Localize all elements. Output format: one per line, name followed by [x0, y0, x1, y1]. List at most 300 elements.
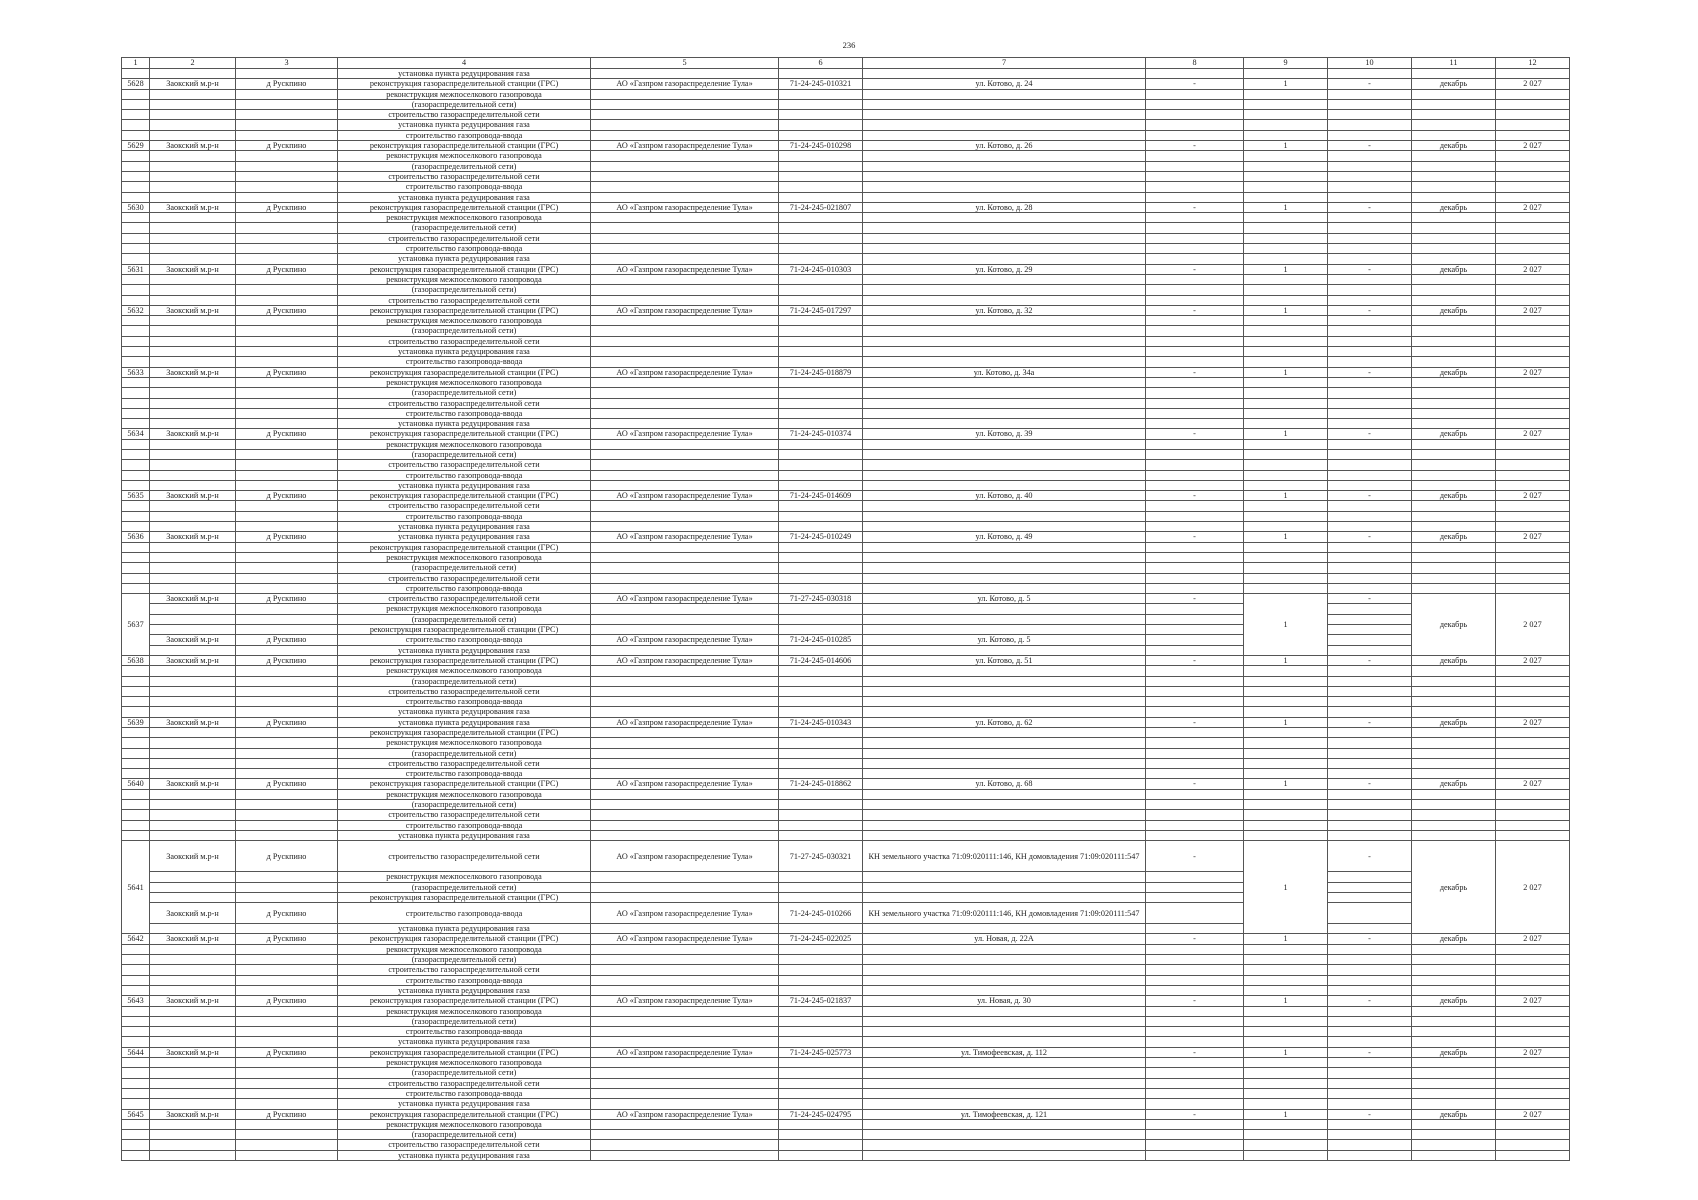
empty-cell: [1146, 810, 1244, 820]
village-cell: д Рускпино: [236, 594, 338, 604]
empty-cell: [122, 830, 150, 840]
empty-cell: [1244, 810, 1328, 820]
empty-cell: [1244, 347, 1328, 357]
empty-cell: [1328, 1016, 1412, 1026]
empty-cell: [1496, 460, 1570, 470]
empty-cell: [236, 69, 338, 79]
empty-cell: [1496, 985, 1570, 995]
work-cell: реконструкция межпоселкового газопровода: [338, 274, 591, 284]
object-row: [122, 841, 1570, 872]
empty-cell: [1244, 357, 1328, 367]
empty-cell: [591, 1027, 779, 1037]
empty-cell: [779, 213, 863, 223]
empty-cell: [1412, 955, 1496, 965]
empty-cell: [1146, 89, 1244, 99]
empty-cell: [236, 563, 338, 573]
address-cell: ул. Котово, д. 39: [863, 429, 1146, 439]
work-row: [122, 357, 1570, 367]
empty-cell: [122, 985, 150, 995]
work-row: [122, 542, 1570, 552]
empty-cell: [236, 965, 338, 975]
empty-cell: [1496, 274, 1570, 284]
empty-cell: [591, 439, 779, 449]
empty-cell: [1328, 285, 1412, 295]
empty-cell: [1412, 501, 1496, 511]
district-cell: Заокский м.р-н: [150, 717, 236, 727]
month-cell: декабрь: [1412, 79, 1496, 89]
empty-cell: [1244, 1078, 1328, 1088]
work-cell: строительство газопровода-ввода: [338, 511, 591, 521]
column-number: 6: [779, 58, 863, 69]
empty-cell: [779, 1099, 863, 1109]
empty-cell: [1328, 1068, 1412, 1078]
empty-cell: [150, 1088, 236, 1098]
object-number: 5630: [122, 202, 150, 212]
address-cell: ул. Котово, д. 26: [863, 141, 1146, 151]
empty-cell: [236, 223, 338, 233]
empty-cell: [779, 480, 863, 490]
district-cell: Заокский м.р-н: [150, 594, 236, 604]
empty-cell: [779, 244, 863, 254]
empty-cell: [863, 810, 1146, 820]
work-cell: реконструкция межпоселкового газопровода: [338, 944, 591, 954]
empty-cell: [1412, 213, 1496, 223]
empty-cell: [1328, 110, 1412, 120]
empty-cell: [1496, 161, 1570, 171]
work-cell: реконструкция межпоселкового газопровода: [338, 872, 591, 882]
empty-cell: [1412, 388, 1496, 398]
empty-cell: [591, 213, 779, 223]
empty-cell: [591, 171, 779, 181]
organization-cell: АО «Газпром газораспределение Тула»: [591, 429, 779, 439]
count-cell: 1: [1244, 655, 1328, 665]
empty-cell: [591, 1119, 779, 1129]
empty-cell: [150, 748, 236, 758]
empty-cell: [122, 295, 150, 305]
work-cell: (газораспределительной сети): [338, 326, 591, 336]
empty-cell: [236, 1140, 338, 1150]
empty-cell: [150, 326, 236, 336]
village-cell: д Рускпино: [236, 141, 338, 151]
empty-cell: [591, 810, 779, 820]
count-cell: 1: [1244, 1109, 1328, 1119]
empty-cell: [1496, 1150, 1570, 1160]
month-cell: декабрь: [1412, 779, 1496, 789]
work-cell: строительство газораспределительной сети: [338, 295, 591, 305]
empty-cell: [1146, 563, 1244, 573]
empty-cell: [863, 1016, 1146, 1026]
empty-cell: [1146, 1119, 1244, 1129]
empty-cell: [863, 1078, 1146, 1088]
empty-cell: [1146, 161, 1244, 171]
empty-cell: [1412, 233, 1496, 243]
empty-cell: [122, 1027, 150, 1037]
work-cell: реконструкция газораспределительной станции (ГРС): [338, 625, 591, 635]
month-cell: декабрь: [1412, 491, 1496, 501]
empty-cell: [779, 511, 863, 521]
empty-cell: [150, 182, 236, 192]
empty-cell: [1412, 552, 1496, 562]
work-row: [122, 1037, 1570, 1047]
empty-cell: [1244, 99, 1328, 109]
district-cell: Заокский м.р-н: [150, 655, 236, 665]
empty-cell: [863, 604, 1146, 614]
empty-cell: [591, 820, 779, 830]
work-cell: реконструкция межпоселкового газопровода: [338, 789, 591, 799]
empty-cell: [1328, 1058, 1412, 1068]
address-cell: ул. Котово, д. 68: [863, 779, 1146, 789]
empty-cell: [1496, 480, 1570, 490]
empty-cell: [122, 347, 150, 357]
work-cell: установка пункта редуцирования газа: [338, 522, 591, 532]
empty-cell: [779, 161, 863, 171]
organization-cell: АО «Газпром газораспределение Тула»: [591, 1109, 779, 1119]
empty-cell: [863, 563, 1146, 573]
empty-cell: [1412, 326, 1496, 336]
empty-cell: [863, 501, 1146, 511]
empty-cell: [122, 419, 150, 429]
work-cell: реконструкция межпоселкового газопровода: [338, 604, 591, 614]
empty-cell: [236, 449, 338, 459]
organization-cell: АО «Газпром газораспределение Тула»: [591, 367, 779, 377]
empty-cell: [1412, 274, 1496, 284]
object-row: [122, 934, 1570, 944]
work-cell: (газораспределительной сети): [338, 1130, 591, 1140]
empty-cell: [863, 789, 1146, 799]
empty-cell: [1146, 1088, 1244, 1098]
empty-cell: [1412, 1119, 1496, 1129]
empty-cell: [150, 820, 236, 830]
empty-cell: [1496, 1088, 1570, 1098]
empty-cell: [863, 1130, 1146, 1140]
empty-cell: [863, 666, 1146, 676]
empty-cell: [1244, 1130, 1328, 1140]
empty-cell: [1146, 439, 1244, 449]
empty-cell: [1412, 480, 1496, 490]
empty-cell: [1244, 316, 1328, 326]
object-number: 5645: [122, 1109, 150, 1119]
empty-cell: [591, 800, 779, 810]
work-cell: строительство газопровода-ввода: [338, 470, 591, 480]
code-cell: 71-24-245-021837: [779, 996, 863, 1006]
empty-cell: [863, 1119, 1146, 1129]
empty-cell: [236, 1037, 338, 1047]
empty-cell: [1328, 573, 1412, 583]
empty-cell: [1412, 985, 1496, 995]
work-cell: установка пункта редуцирования газа: [338, 254, 591, 264]
empty-cell: [1328, 233, 1412, 243]
organization-cell: АО «Газпром газораспределение Тула»: [591, 934, 779, 944]
empty-cell: [1412, 738, 1496, 748]
work-row: [122, 820, 1570, 830]
empty-cell: [236, 1058, 338, 1068]
empty-cell: [236, 604, 338, 614]
empty-cell: [591, 130, 779, 140]
empty-cell: [1146, 1037, 1244, 1047]
work-cell: установка пункта редуцирования газа: [338, 1037, 591, 1047]
empty-cell: [591, 347, 779, 357]
empty-cell: [1244, 244, 1328, 254]
empty-cell: [1146, 99, 1244, 109]
empty-cell: [863, 419, 1146, 429]
empty-cell: [1328, 903, 1412, 924]
dash-cell: -: [1328, 491, 1412, 501]
empty-cell: [1146, 738, 1244, 748]
empty-cell: [1244, 326, 1328, 336]
empty-cell: [863, 69, 1146, 79]
empty-cell: [1146, 244, 1244, 254]
sub-object-row: [122, 635, 1570, 645]
work-cell: установка пункта редуцирования газа: [338, 69, 591, 79]
work-cell: (газораспределительной сети): [338, 748, 591, 758]
work-row: [122, 223, 1570, 233]
empty-cell: [122, 511, 150, 521]
empty-cell: [779, 1088, 863, 1098]
empty-cell: [150, 769, 236, 779]
empty-cell: [236, 1027, 338, 1037]
empty-cell: [236, 326, 338, 336]
work-row: [122, 336, 1570, 346]
empty-cell: [122, 439, 150, 449]
empty-cell: [863, 800, 1146, 810]
empty-cell: [1328, 1088, 1412, 1098]
village-cell: д Рускпино: [236, 305, 338, 315]
work-row: [122, 810, 1570, 820]
work-row: [122, 573, 1570, 583]
empty-cell: [591, 748, 779, 758]
empty-cell: [1244, 542, 1328, 552]
village-cell: д Рускпино: [236, 717, 338, 727]
empty-cell: [1244, 769, 1328, 779]
empty-cell: [1496, 522, 1570, 532]
empty-cell: [863, 820, 1146, 830]
empty-cell: [150, 501, 236, 511]
empty-cell: [779, 295, 863, 305]
empty-cell: [1496, 1068, 1570, 1078]
work-row: [122, 274, 1570, 284]
district-cell: Заокский м.р-н: [150, 934, 236, 944]
empty-cell: [591, 892, 779, 902]
empty-cell: [779, 944, 863, 954]
empty-cell: [863, 965, 1146, 975]
empty-cell: [1412, 728, 1496, 738]
empty-cell: [863, 480, 1146, 490]
empty-cell: [236, 1016, 338, 1026]
empty-cell: [1496, 439, 1570, 449]
empty-cell: [1496, 573, 1570, 583]
organization-cell: АО «Газпром газораспределение Тула»: [591, 532, 779, 542]
empty-cell: [150, 707, 236, 717]
empty-cell: [236, 347, 338, 357]
empty-cell: [236, 357, 338, 367]
organization-cell: АО «Газпром газораспределение Тула»: [591, 79, 779, 89]
dash-cell: -: [1328, 1047, 1412, 1057]
empty-cell: [1244, 573, 1328, 583]
empty-cell: [779, 1068, 863, 1078]
empty-cell: [863, 233, 1146, 243]
empty-cell: [1496, 1130, 1570, 1140]
empty-cell: [122, 377, 150, 387]
work-row: [122, 1130, 1570, 1140]
organization-cell: АО «Газпром газораспределение Тула»: [591, 1047, 779, 1057]
empty-cell: [1244, 460, 1328, 470]
work-cell: строительство газораспределительной сети: [338, 398, 591, 408]
empty-cell: [1146, 924, 1244, 934]
empty-cell: [1328, 552, 1412, 562]
empty-cell: [1328, 800, 1412, 810]
empty-cell: [591, 511, 779, 521]
empty-cell: [1328, 151, 1412, 161]
empty-cell: [1496, 820, 1570, 830]
district-cell: Заокский м.р-н: [150, 779, 236, 789]
empty-cell: [1146, 316, 1244, 326]
empty-cell: [779, 882, 863, 892]
empty-cell: [1244, 800, 1328, 810]
empty-cell: [1328, 347, 1412, 357]
empty-cell: [122, 244, 150, 254]
empty-cell: [1412, 161, 1496, 171]
work-row: [122, 686, 1570, 696]
object-row: [122, 717, 1570, 727]
empty-cell: [1412, 439, 1496, 449]
empty-cell: [236, 439, 338, 449]
work-cell: реконструкция межпоселкового газопровода: [338, 552, 591, 562]
empty-cell: [779, 872, 863, 882]
empty-cell: [150, 830, 236, 840]
code-cell: 71-24-245-010285: [779, 635, 863, 645]
empty-cell: [779, 985, 863, 995]
empty-cell: [591, 501, 779, 511]
empty-cell: [1328, 728, 1412, 738]
work-row: [122, 233, 1570, 243]
empty-cell: [1328, 244, 1412, 254]
work-row: [122, 872, 1570, 882]
count-cell: 1: [1244, 841, 1328, 934]
empty-cell: [779, 398, 863, 408]
empty-cell: [122, 552, 150, 562]
empty-cell: [591, 686, 779, 696]
empty-cell: [591, 89, 779, 99]
empty-cell: [863, 944, 1146, 954]
work-cell: реконструкция газораспределительной станции (ГРС): [338, 491, 591, 501]
empty-cell: [779, 408, 863, 418]
empty-cell: [1146, 130, 1244, 140]
empty-cell: [122, 522, 150, 532]
village-cell: д Рускпино: [236, 532, 338, 542]
empty-cell: [1328, 985, 1412, 995]
object-number: 5634: [122, 429, 150, 439]
month-cell: декабрь: [1412, 264, 1496, 274]
object-number: 5635: [122, 491, 150, 501]
work-cell: строительство газораспределительной сети: [338, 1078, 591, 1088]
work-row: [122, 800, 1570, 810]
empty-cell: [779, 758, 863, 768]
empty-cell: [236, 388, 338, 398]
empty-cell: [1328, 707, 1412, 717]
empty-cell: [150, 511, 236, 521]
empty-cell: [150, 892, 236, 902]
empty-cell: [1146, 233, 1244, 243]
work-row: [122, 408, 1570, 418]
empty-cell: [863, 161, 1146, 171]
empty-cell: [1328, 316, 1412, 326]
empty-cell: [863, 975, 1146, 985]
empty-cell: [863, 955, 1146, 965]
empty-cell: [779, 1058, 863, 1068]
year-cell: 2 027: [1496, 429, 1570, 439]
empty-cell: [236, 892, 338, 902]
empty-cell: [236, 130, 338, 140]
work-row: [122, 666, 1570, 676]
empty-cell: [1328, 182, 1412, 192]
dash-cell: -: [1146, 202, 1244, 212]
empty-cell: [1244, 552, 1328, 562]
empty-cell: [1496, 182, 1570, 192]
empty-cell: [1328, 1140, 1412, 1150]
empty-cell: [591, 398, 779, 408]
code-cell: 71-24-245-017297: [779, 305, 863, 315]
work-row: [122, 975, 1570, 985]
dash-cell: -: [1328, 594, 1412, 604]
village-cell: д Рускпино: [236, 635, 338, 645]
month-cell: декабрь: [1412, 996, 1496, 1006]
work-row: [122, 439, 1570, 449]
empty-cell: [1146, 1027, 1244, 1037]
empty-cell: [1244, 69, 1328, 79]
empty-cell: [1244, 1058, 1328, 1068]
empty-cell: [779, 604, 863, 614]
empty-cell: [1412, 1027, 1496, 1037]
empty-cell: [236, 295, 338, 305]
empty-cell: [863, 830, 1146, 840]
empty-cell: [1496, 748, 1570, 758]
empty-cell: [1496, 1119, 1570, 1129]
empty-cell: [1328, 614, 1412, 624]
empty-cell: [236, 244, 338, 254]
object-number: 5631: [122, 264, 150, 274]
empty-cell: [150, 975, 236, 985]
empty-cell: [122, 1078, 150, 1088]
work-row: [122, 645, 1570, 655]
empty-cell: [1412, 583, 1496, 593]
dash-cell: -: [1146, 717, 1244, 727]
empty-cell: [122, 1130, 150, 1140]
empty-cell: [779, 830, 863, 840]
dash-cell: -: [1328, 305, 1412, 315]
empty-cell: [122, 161, 150, 171]
empty-cell: [1328, 99, 1412, 109]
dash-cell: -: [1146, 429, 1244, 439]
empty-cell: [591, 326, 779, 336]
empty-cell: [1146, 944, 1244, 954]
address-cell: ул. Котово, д. 34а: [863, 367, 1146, 377]
empty-cell: [1496, 110, 1570, 120]
empty-cell: [591, 625, 779, 635]
empty-cell: [779, 151, 863, 161]
empty-cell: [150, 645, 236, 655]
empty-cell: [150, 377, 236, 387]
dash-cell: -: [1328, 202, 1412, 212]
empty-cell: [122, 254, 150, 264]
empty-cell: [863, 388, 1146, 398]
month-cell: декабрь: [1412, 594, 1496, 656]
empty-cell: [779, 563, 863, 573]
empty-cell: [122, 1150, 150, 1160]
empty-cell: [779, 1016, 863, 1026]
empty-cell: [591, 522, 779, 532]
empty-cell: [591, 769, 779, 779]
empty-cell: [779, 233, 863, 243]
